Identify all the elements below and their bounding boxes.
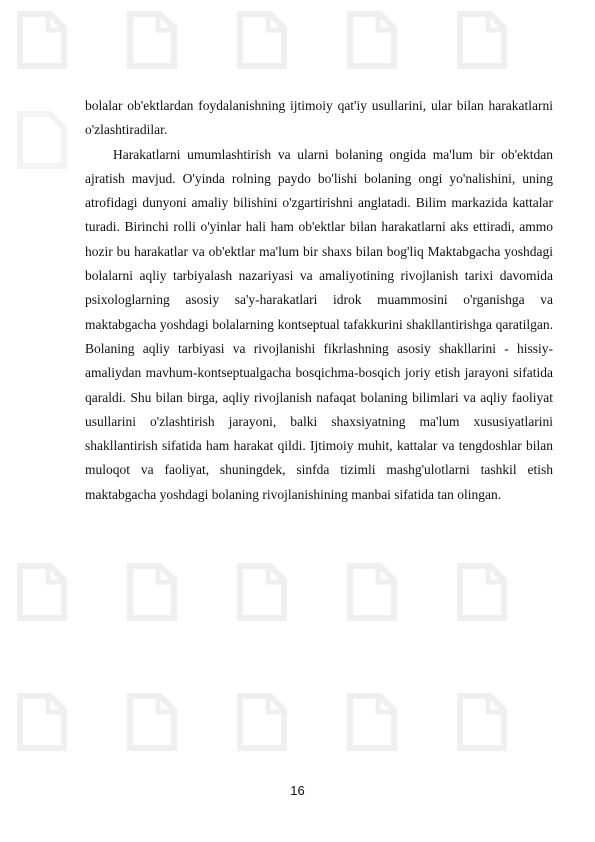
watermark-logo-icon [340,8,404,72]
watermark-logo-icon [10,690,74,754]
watermark-logo-icon [450,8,514,72]
watermark-logo-icon [340,560,404,624]
watermark-logo-icon [230,690,294,754]
watermark-logo-icon [120,560,184,624]
page-number: 16 [290,783,305,798]
watermark-logo-icon [340,690,404,754]
watermark-logo-icon [10,108,74,172]
paragraph-continuation: bolalar ob'ektlardan foydalanishning ijtimoiy qat'iy usullarini, ular bilan harakatlarni o'zlashtiradilar. [85,98,553,138]
watermark-logo-icon [230,560,294,624]
paragraph-main: Harakatlarni umumlashtirish va ularni bolaning ongida ma'lum bir ob'ektdan ajratish mavjud. O'yinda rolning paydo bo'lishi bolaning ongi yo'nalishini, uning atrofidagi dunyoni amaliy bilishini o'zgartirishni anglatadi. Bilim markazida kattalar turadi. Birinchi rolli o'yinlar hali ham ob'ektlar bilan harakatlarni aks ettiradi, ammo hozir bu harakatlar va ob'ektlar ma'lum bir shaxs bilan bog'liq Maktabgacha yoshdagi bolalarni aqliy tarbiyalash nazariyasi va amaliyotining rivojlanish tarixi davomida psixologlarning asosiy sa'y-harakatlari idrok muammosini o'rganishga va maktabgacha yoshdagi bolalarning kontseptual tafakkurini shakllantirishga qaratilgan. Bolaning aqliy tarbiyasi va rivojlanishi fikrlashning asosiy shakllarini - hissiy-amaliydan mavhum-kontseptualgacha bosqichma-bosqich joriy etish jarayoni sifatida qaraldi. Shu bilan birga, aqliy rivojlanish nafaqat bolaning bilimlari va aqliy faoliyat usullarini o'zlashtirish jarayoni, balki shaxsiyatning ma'lum xususiyatlarini shakllantirish sifatida ham harakat qildi. Ijtimoiy muhit, kattalar va tengdoshlar bilan muloqot va faoliyat, shuningdek, sinfda tizimli mashg'ulotlarni tashkil etish maktabgacha yoshdagi bolaning rivojlanishining manbai sifatida tan olingan. [85,146,553,502]
document-body [85,94,553,507]
watermark-logo-icon [10,560,74,624]
watermark-logo-icon [10,8,74,72]
watermark-logo-icon [450,690,514,754]
watermark-logo-icon [230,8,294,72]
watermark-logo-icon [450,560,514,624]
watermark-logo-icon [120,690,184,754]
watermark-logo-icon [120,8,184,72]
